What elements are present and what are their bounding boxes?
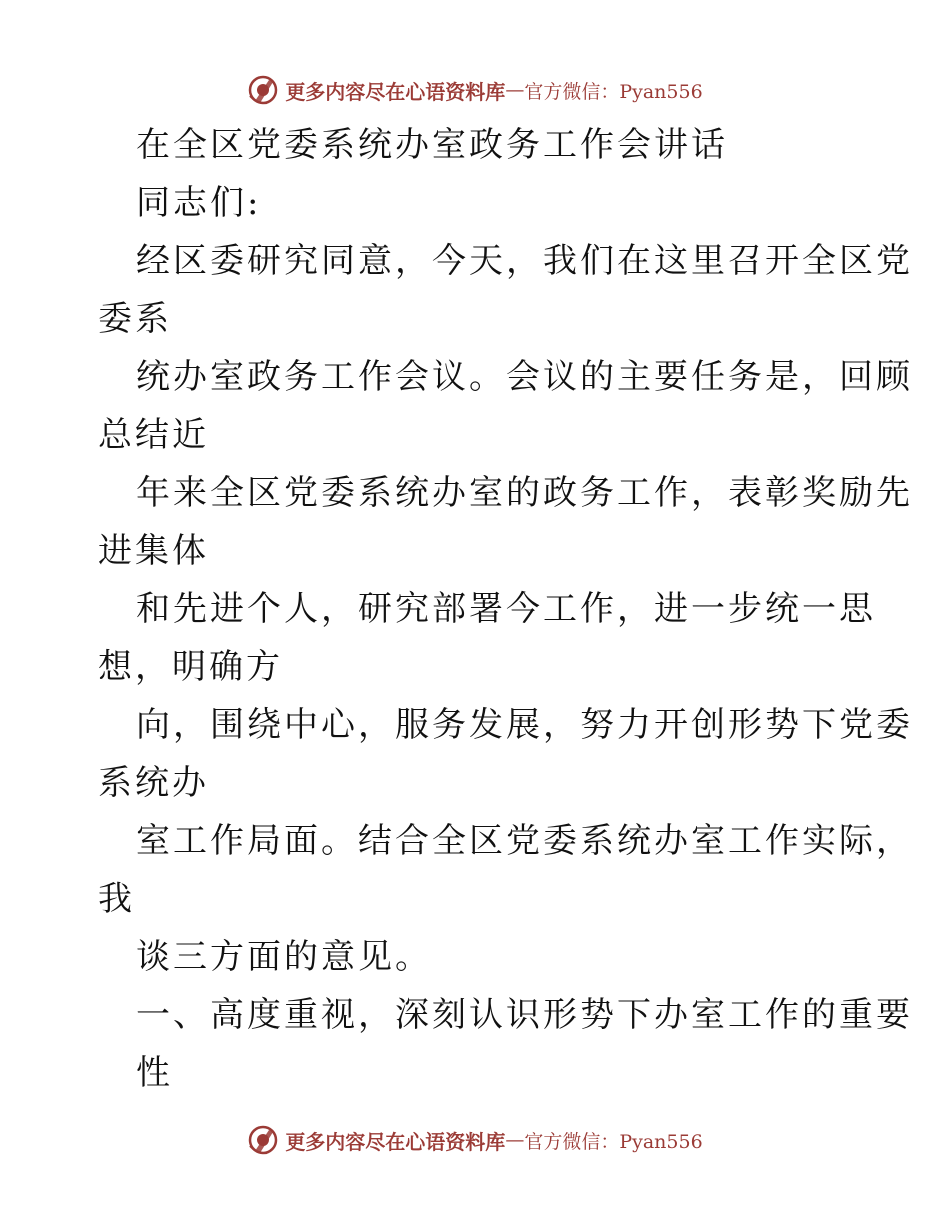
footer-banner bbox=[0, 1120, 950, 1160]
paragraph-line: 委系 bbox=[98, 299, 172, 339]
pen-logo-icon bbox=[247, 74, 279, 106]
section-heading-continued: 性 bbox=[136, 1053, 173, 1093]
banner-text: 更多内容尽在心语资料库 bbox=[285, 1129, 506, 1154]
paragraph-line: 系统办 bbox=[98, 763, 209, 803]
banner-wechat: 官方微信：Pyan556 bbox=[524, 1130, 703, 1153]
banner-text: 更多内容尽在心语资料库 bbox=[285, 79, 506, 104]
banner-wechat: 官方微信：Pyan556 bbox=[524, 80, 703, 103]
paragraph-line: 想，明确方 bbox=[98, 647, 283, 687]
pen-logo-icon bbox=[247, 1124, 279, 1156]
paragraph-line: 和先进个人，研究部署今工作，进一步统一思 bbox=[136, 589, 876, 629]
doc-title: 在全区党委系统办室政务工作会讲话 bbox=[136, 125, 728, 165]
paragraph-line: 统办室政务工作会议。会议的主要任务是，回顾 bbox=[136, 357, 913, 397]
paragraph-line: 总结近 bbox=[98, 415, 209, 455]
paragraph-line: 谈三方面的意见。 bbox=[136, 937, 432, 977]
header-banner bbox=[0, 70, 950, 110]
paragraph-line: 年来全区党委系统办室的政务工作，表彰奖励先 bbox=[136, 473, 913, 513]
banner-dash: — bbox=[505, 79, 525, 101]
paragraph-line: 经区委研究同意，今天，我们在这里召开全区党 bbox=[136, 241, 913, 281]
paragraph-line: 向，围绕中心，服务发展，努力开创形势下党委 bbox=[136, 705, 913, 745]
paragraph-line: 我 bbox=[98, 879, 135, 919]
section-heading: 一、高度重视，深刻认识形势下办室工作的重要 bbox=[136, 995, 913, 1035]
document-body bbox=[98, 116, 913, 1102]
salutation: 同志们: bbox=[136, 183, 262, 223]
paragraph-line: 室工作局面。结合全区党委系统办室工作实际， bbox=[136, 821, 913, 861]
paragraph-line: 进集体 bbox=[98, 531, 209, 571]
banner-dash: — bbox=[505, 1129, 525, 1151]
